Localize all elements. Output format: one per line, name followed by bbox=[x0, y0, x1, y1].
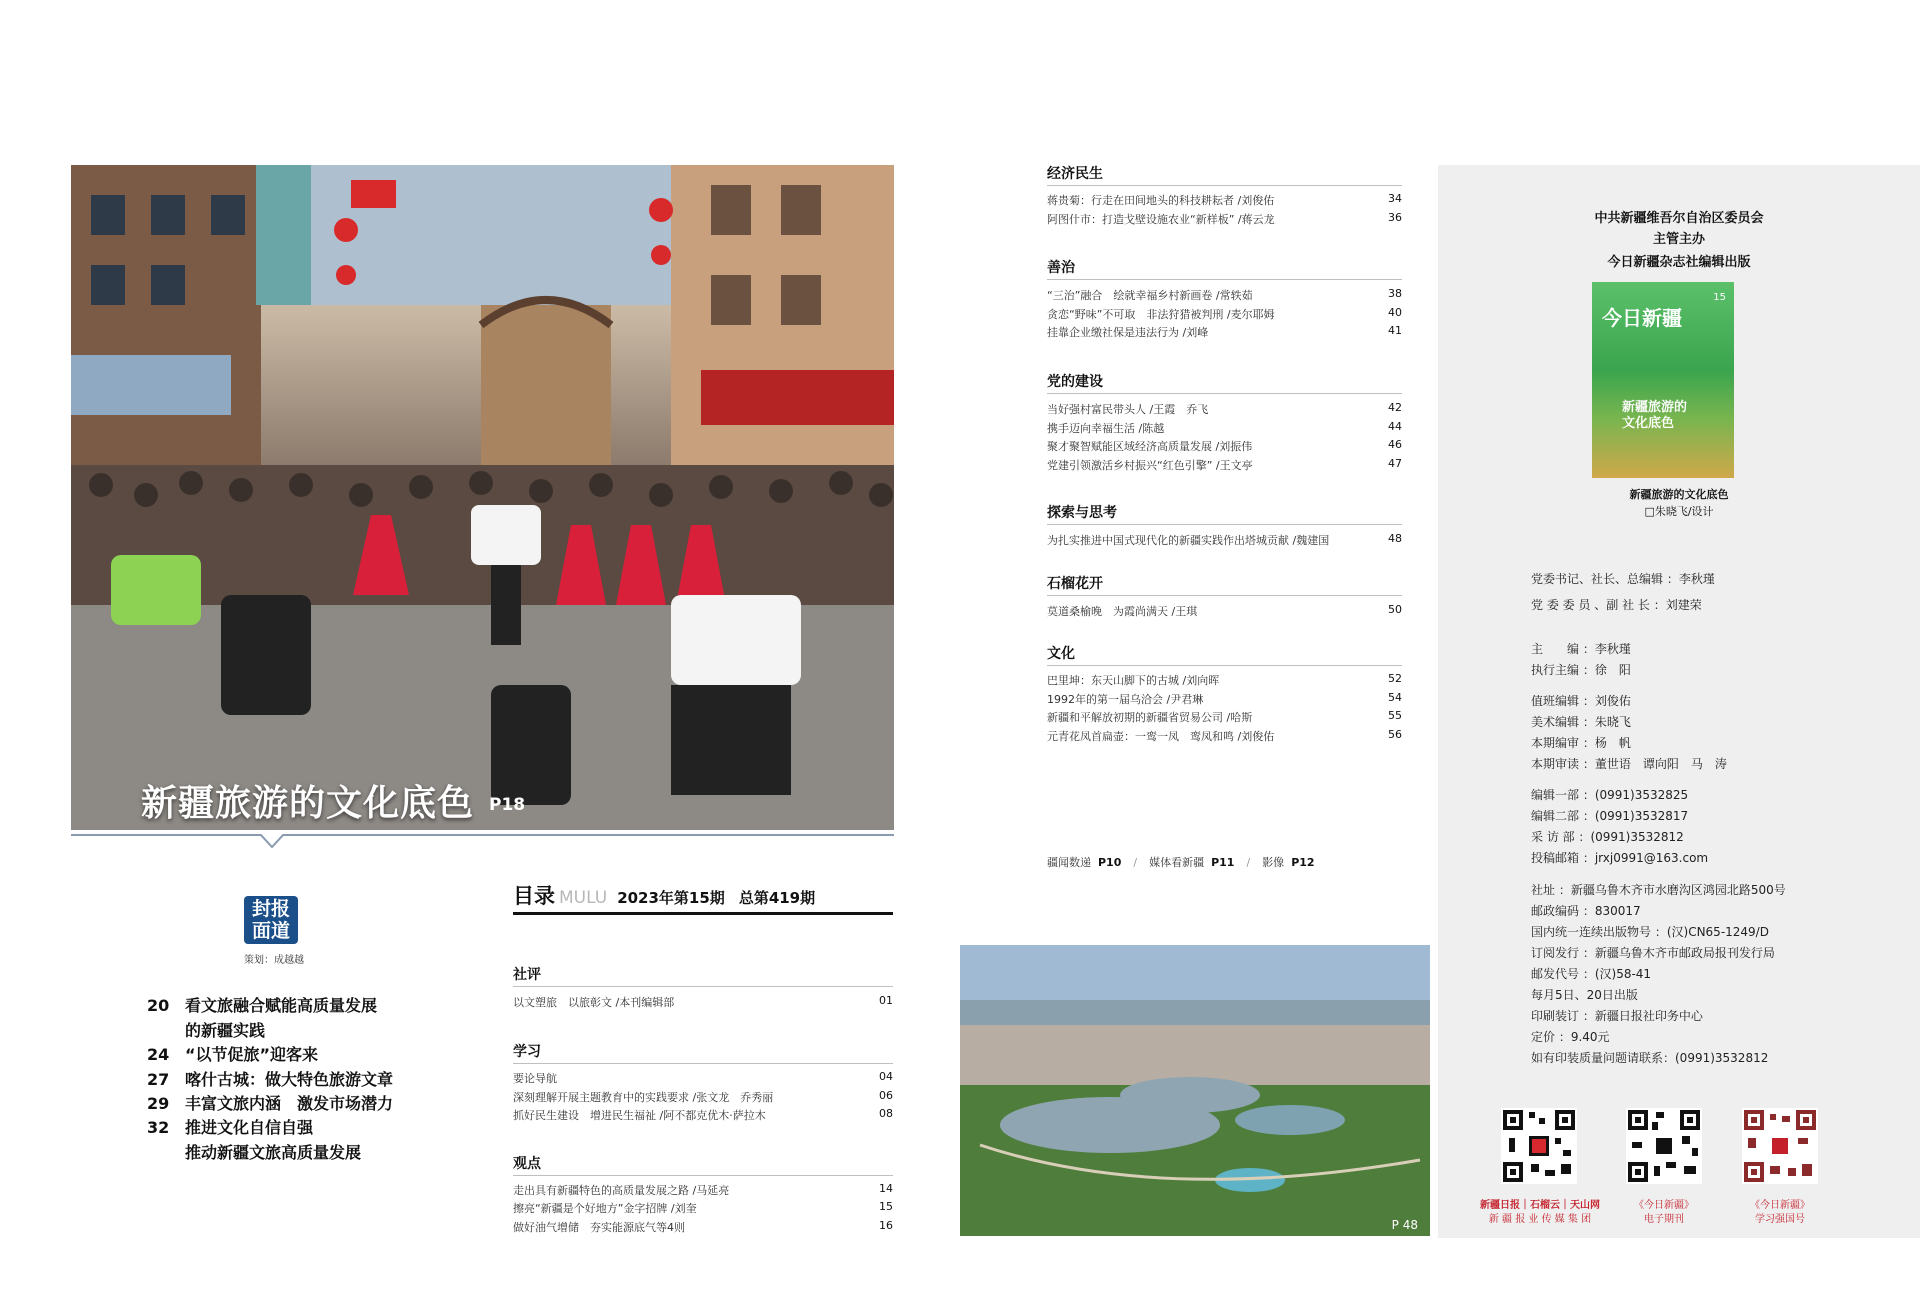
info-row: 邮政编码 ：830017 bbox=[1531, 904, 1641, 918]
toc-section-rule bbox=[513, 1063, 893, 1064]
toc-section-rule bbox=[1047, 524, 1402, 525]
cover-feature-credit: 策划：成越越 bbox=[244, 955, 304, 966]
staff-row: 本期编审 ：杨 帆 bbox=[1531, 736, 1631, 750]
qr-caption: 电子期刊 bbox=[1644, 1214, 1684, 1225]
toc-entry[interactable]: “三治”融合 绘就幸福乡村新画卷 /常轶茹 38 bbox=[1047, 287, 1402, 302]
toc-title: 目录 bbox=[513, 884, 555, 908]
toc-section-rule bbox=[1047, 595, 1402, 596]
info-row: 印刷装订 ：新疆日报社印务中心 bbox=[1531, 1009, 1703, 1023]
cover-story-page: P18 bbox=[489, 795, 526, 815]
toc-entry[interactable]: 以文塑旅 以旅彰文 /本刊编辑部 01 bbox=[513, 994, 893, 1009]
aerial-park-photo bbox=[960, 945, 1430, 1236]
qr-code-icon bbox=[1742, 1108, 1818, 1184]
cover-feature-item[interactable]: 20 看文旅融合赋能高质量发展 的新疆实践 bbox=[147, 996, 378, 1040]
staff-row: 本期审读 ：董世语 谭向阳 马 涛 bbox=[1531, 757, 1727, 771]
cover-feature-item[interactable]: 27 喀什古城：做大特色旅游文章 bbox=[147, 1070, 394, 1089]
toc-section-title: 学习 bbox=[513, 1044, 541, 1060]
toc-entry[interactable]: 贪恋“野味”不可取 非法狩猎被判刑 /麦尔耶姆 40 bbox=[1047, 306, 1402, 321]
toc-entry[interactable]: 携手迈向幸福生活 /陈越 44 bbox=[1047, 420, 1402, 435]
info-row: 订阅发行 ：新疆乌鲁木齐市邮政局报刊发行局 bbox=[1531, 946, 1775, 960]
qr-caption: 学习强国号 bbox=[1755, 1214, 1805, 1225]
cover-divider bbox=[71, 834, 894, 836]
info-row: 社址 ：新疆乌鲁木齐市水磨沟区鸿园北路500号 bbox=[1531, 883, 1786, 897]
toc-entry[interactable]: 党建引领激活乡村振兴“红色引擎” /王文亭 47 bbox=[1047, 457, 1402, 472]
toc-section-title: 善治 bbox=[1047, 260, 1075, 276]
badge-line-1: 封报 bbox=[251, 898, 290, 920]
toc-entry[interactable]: 莫道桑榆晚 为霞尚满天 /王琪 50 bbox=[1047, 603, 1402, 618]
toc-entry[interactable]: 巴里坤：东天山脚下的古城 /刘向晖 52 bbox=[1047, 672, 1402, 687]
issue-number: 2023年第15期 bbox=[617, 889, 725, 907]
magazine-cover-story: 新疆旅游的 文化底色 bbox=[1622, 400, 1688, 431]
masthead-sponsor: 中共新疆维吾尔自治区委员会 bbox=[1594, 211, 1764, 226]
toc-section-title: 石榴花开 bbox=[1047, 576, 1103, 592]
toc-entry[interactable]: 做好油气增储 夯实能源底气等4则 16 bbox=[513, 1219, 893, 1234]
toc-section-rule bbox=[1047, 279, 1402, 280]
magazine-cover-title: 今日新疆 bbox=[1602, 306, 1682, 330]
toc-entry[interactable]: 元青花凤首扁壶：一鸾一凤 鸾凤和鸣 /刘俊佑 56 bbox=[1047, 728, 1402, 743]
total-issue-number: 总第419期 bbox=[738, 889, 816, 907]
info-row: 如有印装质量问题请联系：(0991)3532812 bbox=[1531, 1051, 1769, 1065]
contact-row: 编辑一部 ：(0991)3532825 bbox=[1531, 788, 1689, 802]
toc-section-title: 党的建设 bbox=[1047, 374, 1103, 390]
toc-entry[interactable]: 要论导航 04 bbox=[513, 1070, 893, 1085]
info-row: 每月5日、20日出版 bbox=[1531, 988, 1638, 1002]
column-link[interactable]: 媒体看新疆 P11 bbox=[1149, 856, 1235, 869]
qr-caption: 新 疆 报 业 传 媒 集 团 bbox=[1488, 1214, 1592, 1225]
toc-entry[interactable]: 新疆和平解放初期的新疆省贸易公司 /哈斯 55 bbox=[1047, 709, 1402, 724]
cover-photo-illustration bbox=[71, 165, 894, 830]
cover-caption: 新疆旅游的文化底色 bbox=[1629, 488, 1729, 501]
column-index: 疆闻数递 P10 / 媒体看新疆 P11 / 影像 P12 bbox=[1047, 856, 1315, 869]
toc-entry[interactable]: 当好强村富民带头人 /王霞 乔飞 42 bbox=[1047, 401, 1402, 416]
toc-entry[interactable]: 挂靠企业缴社保是违法行为 /刘峰 41 bbox=[1047, 324, 1402, 339]
toc-entry[interactable]: 深刻理解开展主题教育中的实践要求 /张文龙 乔秀丽 06 bbox=[513, 1089, 893, 1104]
toc-entry[interactable]: 阿图什市：打造戈壁设施农业“新样板” /蒋云龙 36 bbox=[1047, 211, 1402, 226]
info-row: 国内统一连续出版物号 ：(汉)CN65-1249/D bbox=[1531, 925, 1769, 939]
qr-caption: 《今日新疆》 bbox=[1750, 1200, 1810, 1211]
toc-entry[interactable]: 1992年的第一届乌洽会 /尹君琳 54 bbox=[1047, 691, 1402, 706]
info-row: 定价 ：9.40元 bbox=[1531, 1030, 1610, 1044]
qr-caption: 新疆日报｜石榴云｜天山网 bbox=[1480, 1200, 1600, 1211]
staff-row: 美术编辑 ：朱晓飞 bbox=[1531, 715, 1631, 729]
toc-section-rule bbox=[1047, 665, 1402, 666]
cover-story-title[interactable]: 新疆旅游的文化底色 bbox=[141, 783, 475, 824]
toc-entry[interactable]: 聚才聚智赋能区域经济高质量发展 /刘振伟 46 bbox=[1047, 438, 1402, 453]
caret-down-icon bbox=[260, 834, 284, 848]
toc-section-rule bbox=[513, 986, 893, 987]
qr-code-icon bbox=[1501, 1108, 1577, 1184]
staff-row: 党委书记、社长、总编辑 ：李秋瑾 bbox=[1531, 572, 1715, 586]
cover-designer: □朱晓飞/设计 bbox=[1644, 505, 1714, 518]
cover-feature-item[interactable]: 32 推进文化自信自强 推动新疆文旅高质量发展 bbox=[147, 1118, 362, 1162]
toc-section-title: 探索与思考 bbox=[1047, 505, 1117, 521]
info-row: 邮发代号 ：(汉)58-41 bbox=[1531, 967, 1652, 981]
cover-feature-item[interactable]: 29 丰富文旅内涵 激发市场潜力 bbox=[147, 1094, 394, 1113]
masthead-publisher: 今日新疆杂志社编辑出版 bbox=[1607, 255, 1751, 270]
toc-section-title: 经济民生 bbox=[1047, 166, 1103, 182]
column-link[interactable]: 疆闻数递 P10 bbox=[1047, 856, 1122, 869]
qr-code-xinjiang-daily[interactable] bbox=[1501, 1108, 1577, 1184]
qr-code-icon bbox=[1626, 1108, 1702, 1184]
toc-entry[interactable]: 蒋贵菊：行走在田间地头的科技耕耘者 /刘俊佑 34 bbox=[1047, 192, 1402, 207]
qr-caption: 《今日新疆》 bbox=[1634, 1200, 1694, 1211]
badge-line-2: 面道 bbox=[251, 920, 290, 942]
qr-code-e-journal[interactable] bbox=[1626, 1108, 1702, 1184]
contact-row: 编辑二部 ：(0991)3532817 bbox=[1531, 809, 1689, 823]
toc-entry[interactable]: 为扎实推进中国式现代化的新疆实践作出塔城贡献 /魏建国 48 bbox=[1047, 532, 1402, 547]
toc-section-title: 社评 bbox=[513, 967, 541, 983]
toc-title-en: MULU bbox=[559, 888, 608, 908]
toc-entry[interactable]: 擦亮“新疆是个好地方”金字招牌 /刘奎 15 bbox=[513, 1200, 893, 1215]
aerial-photo-illustration bbox=[960, 945, 1430, 1236]
toc-section-rule bbox=[513, 1175, 893, 1176]
column-link[interactable]: 影像 P12 bbox=[1262, 856, 1315, 869]
toc-section-rule bbox=[1047, 185, 1402, 186]
toc-header-rule bbox=[513, 912, 893, 915]
aerial-photo-page: P 48 bbox=[1391, 1218, 1418, 1232]
toc-section-rule bbox=[1047, 393, 1402, 394]
qr-code-study-platform[interactable] bbox=[1742, 1108, 1818, 1184]
toc-section-title: 观点 bbox=[513, 1156, 541, 1172]
cover-feature-item[interactable]: 24 “以节促旅”迎客来 bbox=[147, 1045, 319, 1064]
staff-row: 党 委 委 员 、副 社 长 ：刘建荣 bbox=[1531, 598, 1702, 612]
staff-row: 主 编 ：李秋瑾 bbox=[1531, 642, 1631, 656]
toc-header bbox=[513, 880, 893, 910]
contact-row[interactable]: 投稿邮箱 ：jrxj0991@163.com bbox=[1531, 851, 1709, 865]
masthead-role: 主管主办 bbox=[1652, 232, 1705, 247]
toc-section-title: 文化 bbox=[1047, 646, 1075, 662]
magazine-cover-issue: 15 bbox=[1713, 292, 1726, 303]
cover-feature-badge bbox=[244, 896, 298, 944]
cover-photo bbox=[71, 165, 894, 830]
magazine-cover-thumbnail[interactable] bbox=[1592, 282, 1734, 478]
staff-row: 值班编辑 ：刘俊佑 bbox=[1531, 694, 1631, 708]
toc-entry[interactable]: 抓好民生建设 增进民生福祉 /阿不都克优木·萨拉木 08 bbox=[513, 1107, 893, 1122]
staff-row: 执行主编 ：徐 阳 bbox=[1531, 663, 1631, 677]
toc-entry[interactable]: 走出具有新疆特色的高质量发展之路 /马延亮 14 bbox=[513, 1182, 893, 1197]
contact-row: 采 访 部 ：(0991)3532812 bbox=[1531, 830, 1684, 844]
